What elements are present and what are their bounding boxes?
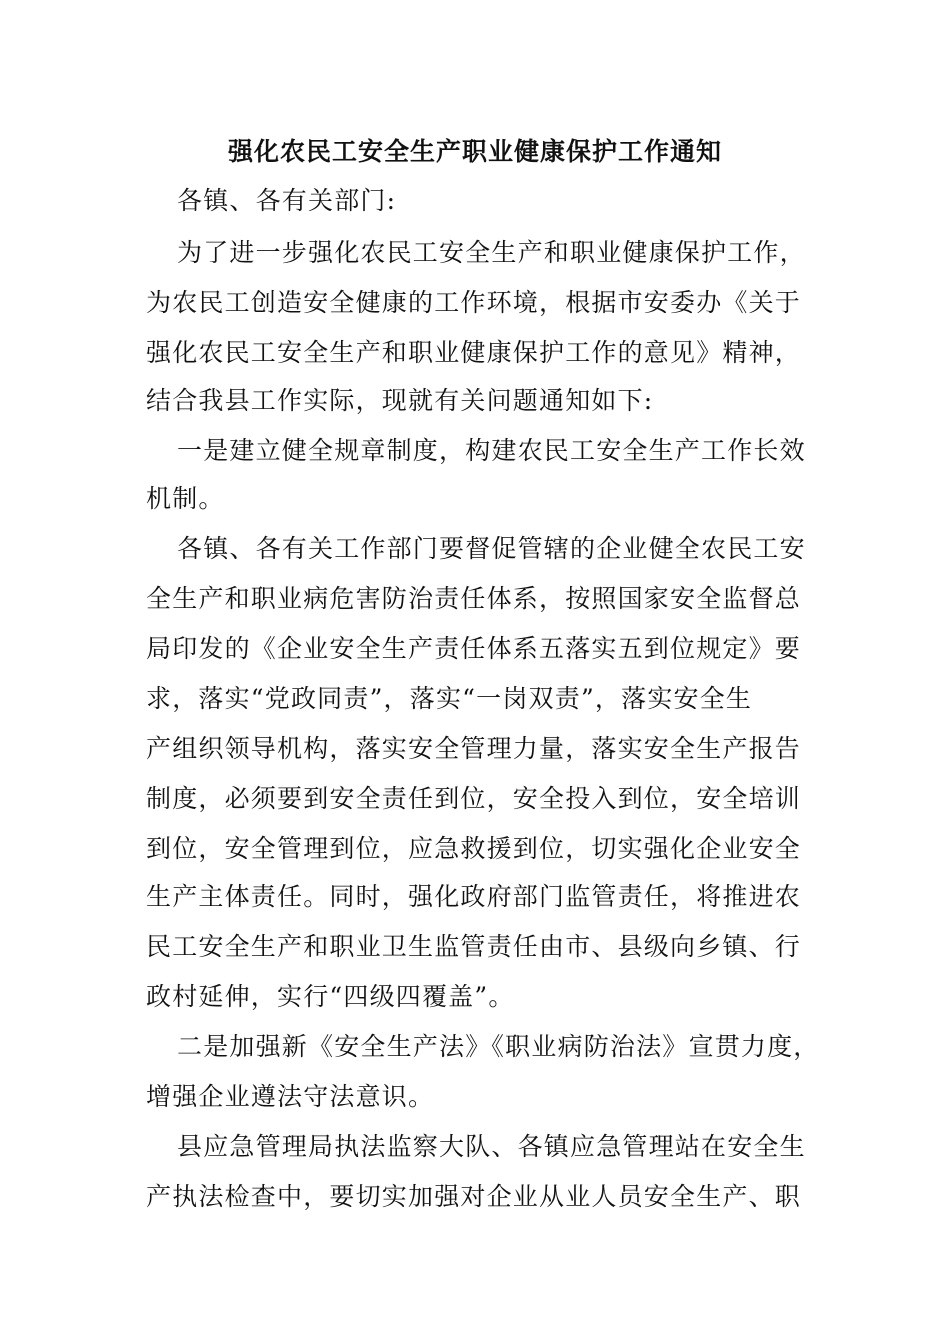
paragraph-line: 全生产和职业病危害防治责任体系，按照国家安全监督总: [146, 584, 802, 613]
paragraph-line: 生产主体责任。同时，强化政府部门监管责任，将推进农: [146, 882, 802, 911]
paragraph-line: 为农民工创造安全健康的工作环境，根据市安委办《关于: [146, 288, 802, 317]
paragraph-line: 局印发的《企业安全生产责任体系五落实五到位规定》要: [146, 634, 802, 663]
paragraph-line: 制度，必须要到安全责任到位，安全投入到位，安全培训: [146, 784, 802, 813]
document-title: 强化农民工安全生产职业健康保护工作通知: [227, 137, 722, 166]
paragraph-line: 产执法检查中，要切实加强对企业从业人员安全生产、职: [146, 1182, 802, 1211]
paragraph-line: 民工安全生产和职业卫生监管责任由市、县级向乡镇、行: [146, 932, 802, 961]
paragraph-line: 政村延伸，实行“四级四覆盖”。: [146, 982, 515, 1011]
paragraph-line: 产组织领导机构，落实安全管理力量，落实安全生产报告: [146, 734, 802, 763]
section-heading-line: 增强企业遵法守法意识。: [146, 1082, 435, 1111]
paragraph-line: 县应急管理局执法监察大队、各镇应急管理站在安全生: [177, 1132, 806, 1161]
paragraph-line: 各镇、各有关工作部门要督促管辖的企业健全农民工安: [177, 534, 806, 563]
paragraph-line: 强化农民工安全生产和职业健康保护工作的意见》精神，: [146, 338, 802, 367]
paragraph-line: 到位，安全管理到位，应急救援到位，切实强化企业安全: [146, 834, 802, 863]
paragraph-line: 求，落实“党政同责”，落实“一岗双责”，落实安全生: [146, 684, 753, 713]
section-heading-line: 机制。: [146, 484, 225, 513]
section-heading-line: 一是建立健全规章制度，构建农民工安全生产工作长效: [177, 436, 806, 465]
paragraph-line: 结合我县工作实际，现就有关问题通知如下:: [146, 386, 654, 415]
paragraph-line: 为了进一步强化农民工安全生产和职业健康保护工作，: [177, 238, 806, 267]
salutation: 各镇、各有关部门:: [177, 186, 397, 215]
section-heading-line: 二是加强新《安全生产法》《职业病防治法》宣贯力度，: [177, 1032, 820, 1061]
